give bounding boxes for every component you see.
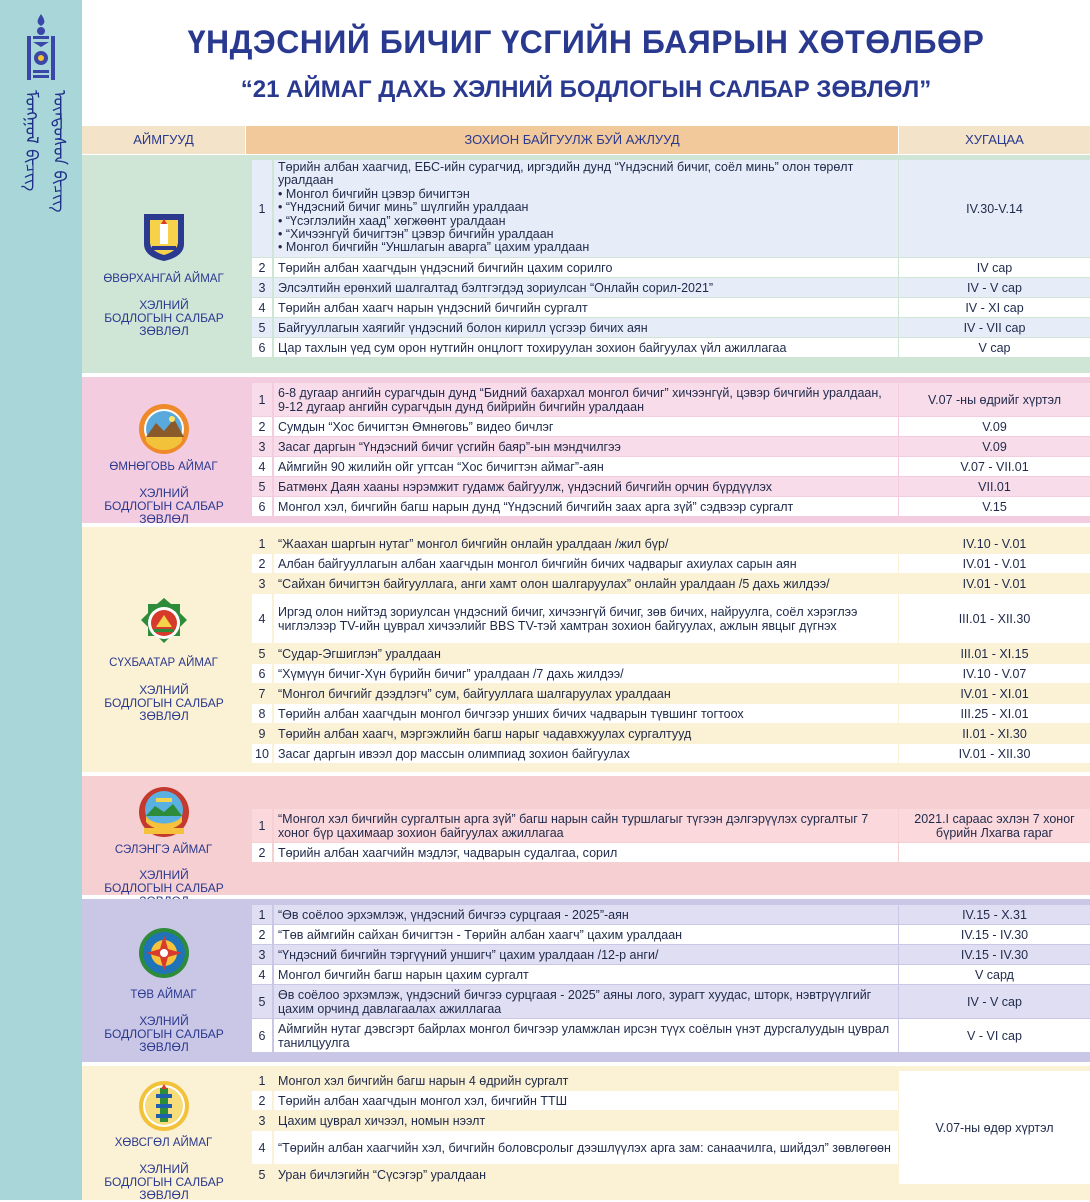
council-label: ХЭЛНИЙ БОДЛОГЫН САЛБАР ЗӨВЛӨЛ	[104, 486, 224, 526]
period-cell: IV - VII сар	[899, 318, 1090, 337]
period-cell: IV - V сар	[899, 985, 1090, 1018]
activity-text: Байгууллагын хаягийг үндэсний болон кирилл үсгээр бичих аян	[274, 318, 898, 337]
row-number: 1	[252, 534, 272, 553]
table-row	[246, 534, 1090, 553]
period-cell: V сар	[899, 338, 1090, 357]
table-row	[246, 318, 1090, 337]
aimag-name: ХӨВСГӨЛ АЙМАГ	[114, 1137, 213, 1149]
row-number: 6	[252, 497, 272, 516]
aimag-name: ӨМНӨГОВЬ АЙМАГ	[109, 461, 218, 473]
row-number: 2	[252, 554, 272, 573]
period-cell: IV.01 - V.01	[899, 574, 1090, 593]
row-number: 5	[252, 318, 272, 337]
row-number: 5	[252, 985, 272, 1018]
activity-text: Сумдын “Хос бичигтэн Өмнөговь” видео бичлэг	[274, 417, 898, 436]
table-row	[246, 1019, 1090, 1052]
period-cell: IV - XI сар	[899, 298, 1090, 317]
row-number: 4	[252, 1131, 272, 1164]
period-cell: II.01 - XI.30	[899, 724, 1090, 743]
row-number: 2	[252, 843, 272, 862]
aimag-section	[82, 776, 1090, 895]
period-cell: V.07 - VII.01	[899, 457, 1090, 476]
row-number: 9	[252, 724, 272, 743]
row-number: 4	[252, 965, 272, 984]
period-cell: III.01 - XII.30	[899, 594, 1090, 643]
activity-text: Монгол хэл бичгийн багш нарын 4 өдрийн сургалт	[274, 1071, 898, 1090]
council-label: ХЭЛНИЙ БОДЛОГЫН САЛБАР ЗӨВЛӨЛ	[104, 298, 224, 338]
aimag-emblem-icon	[138, 597, 190, 649]
aimag-section	[82, 1066, 1090, 1200]
period-cell: IV.15 - IV.30	[899, 925, 1090, 944]
table-row	[246, 160, 1090, 257]
activity-text: “Төв аймгийн сайхан бичигтэн - Төрийн албан хаагч” цахим уралдаан	[274, 925, 898, 944]
mongolian-script-line: ᠦᠨᠳᠦᠰᠦᠨ ᠪᠢᠴᠢᠭ	[49, 90, 69, 213]
aimag-name: СҮХБААТАР АЙМАГ	[109, 657, 218, 669]
table-row	[246, 925, 1090, 944]
council-label: ХЭЛНИЙ БОДЛОГЫН САЛБАР ЗӨВЛӨЛ	[104, 1162, 224, 1202]
table-row	[246, 258, 1090, 277]
column-header-aimag: АЙМГУУД	[82, 126, 245, 154]
period-cell: III.25 - XI.01	[899, 704, 1090, 723]
row-number: 1	[252, 383, 272, 416]
aimag-cell	[82, 776, 245, 895]
activity-text: Цахим цуврал хичээл, номын нээлт	[274, 1111, 898, 1130]
aimag-name: ӨВӨРХАНГАЙ АЙМАГ	[103, 273, 224, 285]
row-number: 1	[252, 1071, 272, 1090]
aimag-section	[82, 377, 1090, 526]
period-cell: IV.15 - IV.30	[899, 945, 1090, 964]
aimag-emblem-icon	[138, 1080, 190, 1132]
table-row	[246, 985, 1090, 1018]
period-cell	[899, 843, 1090, 862]
page-title: ҮНДЭСНИЙ БИЧИГ ҮСГИЙН БАЯРЫН ХӨТӨЛБӨР	[187, 24, 985, 60]
council-label: ХЭЛНИЙ БОДЛОГЫН САЛБАР ЗӨВЛӨЛ	[104, 683, 224, 723]
period-cell: IV - V сар	[899, 278, 1090, 297]
table-row	[246, 704, 1090, 723]
activity-text: Уран бичлэгийн “Сүсэгэр” уралдаан	[274, 1165, 898, 1184]
activity-text: “Үндэсний бичгийн тэргүүний уншигч” цахим уралдаан /12-р анги/	[274, 945, 898, 964]
period-cell: V.07 -ны өдрийг хүртэл	[899, 383, 1090, 416]
table-row	[246, 945, 1090, 964]
period-cell: V.09	[899, 437, 1090, 456]
table-row	[246, 278, 1090, 297]
council-label: ХЭЛНИЙ БОДЛОГЫН САЛБАР	[104, 868, 224, 895]
column-header-activities: ЗОХИОН БАЙГУУЛЖ БУЙ АЖЛУУД	[246, 126, 898, 154]
period-cell: IV.01 - XI.01	[899, 684, 1090, 703]
activity-text: Аймгийн нутаг дэвсгэрт байрлах монгол бичгээр уламжлан ирсэн түүх соёлын үнэт дурсгалуудын цуврал танилцуулга	[274, 1019, 898, 1052]
merged-period-row	[246, 1071, 1090, 1184]
mongolian-script-line: ᠮᠣᠩᠭᠣᠯ ᠪᠢᠴᠢᠭ	[21, 90, 41, 192]
aimag-section	[82, 527, 1090, 772]
period-cell: IV.01 - XII.30	[899, 744, 1090, 763]
row-number: 2	[252, 417, 272, 436]
period-cell: IV сар	[899, 258, 1090, 277]
activity-text: 6-8 дугаар ангийн сурагчдын дунд “Бидний бахархал монгол бичиг” хичээнгүй, цэвэр бичгийн уралдаан, 9-12 дугаар ангийн сурагчдын дунд бийрийн бичгийн уралдаан	[274, 383, 898, 416]
activity-text: “Өв соёлоо эрхэмлэж, үндэсний бичгээ сурцгаая - 2025”-аян	[274, 905, 898, 924]
row-number: 3	[252, 1111, 272, 1130]
table-row	[246, 298, 1090, 317]
period-cell: V.15	[899, 497, 1090, 516]
page-subtitle: “21 АЙМАГ ДАХЬ ХЭЛНИЙ БОДЛОГЫН САЛБАР ЗӨВЛӨЛ”	[240, 76, 932, 103]
row-number: 6	[252, 664, 272, 683]
row-number: 5	[252, 644, 272, 663]
activity-text: “Жаахан шаргын нутаг” монгол бичгийн онлайн уралдаан /жил бүр/	[274, 534, 898, 553]
aimag-emblem-icon	[138, 927, 190, 979]
period-cell: III.01 - XI.15	[899, 644, 1090, 663]
row-number: 1	[252, 809, 272, 842]
activity-text: “Хүмүүн бичиг-Хүн бүрийн бичиг” уралдаан /7 дахь жилдээ/	[274, 664, 898, 683]
table-row	[246, 554, 1090, 573]
column-header-period: ХУГАЦАА	[899, 126, 1090, 154]
council-label: ХЭЛНИЙ БОДЛОГЫН САЛБАР ЗӨВЛӨЛ	[104, 1014, 224, 1054]
table-row	[246, 965, 1090, 984]
table-row	[246, 594, 1090, 643]
aimag-emblem-icon	[138, 786, 190, 838]
activity-text: Засаг даргын “Үндэсний бичиг үсгийн баяр”-ын мэндчилгээ	[274, 437, 898, 456]
row-number: 3	[252, 278, 272, 297]
table-row	[246, 664, 1090, 683]
row-number: 1	[252, 905, 272, 924]
activity-text: Төрийн албан хаагч, мэргэжлийн багш нарыг чадавхжуулах сургалтууд	[274, 724, 898, 743]
row-number: 1	[252, 160, 272, 257]
table-row	[246, 497, 1090, 516]
activity-text: “Судар-Эгшиглэн” уралдаан	[274, 644, 898, 663]
row-number: 10	[252, 744, 272, 763]
period-cell: V сард	[899, 965, 1090, 984]
activity-text: “Монгол хэл бичгийн сургалтын арга зүй” багш нарын сайн туршлагыг түгээн дэлгэрүүлэх сургалтыг 7 хоног бүр цахимаар зохион байгуулах ажиллагаа	[274, 809, 898, 842]
aimag-cell	[82, 899, 245, 1062]
activity-text: Монгол хэл, бичгийн багш нарын дунд “Үндэсний бичгийн заах арга зүй” сэдвээр сургалт	[274, 497, 898, 516]
activity-text: Төрийн албан хаагчдын үндэсний бичгийн цахим сорилго	[274, 258, 898, 277]
row-number: 4	[252, 594, 272, 643]
table-row	[246, 574, 1090, 593]
aimag-cell	[82, 1066, 245, 1200]
row-number: 4	[252, 457, 272, 476]
row-number: 5	[252, 1165, 272, 1184]
table-row	[246, 338, 1090, 357]
period-cell: V.09	[899, 417, 1090, 436]
table-row	[246, 744, 1090, 763]
table-row	[246, 724, 1090, 743]
row-number: 3	[252, 437, 272, 456]
row-number: 3	[252, 574, 272, 593]
table-row	[246, 457, 1090, 476]
period-cell: VII.01	[899, 477, 1090, 496]
aimag-section	[82, 155, 1090, 373]
period-cell: IV.10 - V.07	[899, 664, 1090, 683]
aimag-cell	[82, 527, 245, 772]
activity-text: Иргэд олон нийтэд зориулсан үндэсний бичиг, хичээнгүй бичиг, зөв бичих, найруулга, соёл хэрэглээ чиглэлээр TV-ийн цуврал хичээлийг BBS TV-тэй хамтран зохион байгуулах, ажлын явцыг дүгнэх	[274, 594, 898, 643]
activity-text: Албан байгууллагын албан хаагчдын монгол бичгийн бичих чадварыг ахиулах сарын аян	[274, 554, 898, 573]
table-row	[246, 417, 1090, 436]
period-cell: IV.10 - V.01	[899, 534, 1090, 553]
period-cell: IV.30-V.14	[899, 160, 1090, 257]
row-number: 8	[252, 704, 272, 723]
row-number: 2	[252, 925, 272, 944]
activity-text: Төрийн албан хаагчдын монгол хэл, бичгийн ТТШ	[274, 1091, 898, 1110]
activity-text: “Төрийн албан хаагчийн хэл, бичгийн боловсролыг дээшлүүлэх арга зам: санаачилга, шийдэл” зөвлөгөөн	[274, 1131, 898, 1164]
row-number: 2	[252, 258, 272, 277]
table-row	[246, 477, 1090, 496]
row-number: 3	[252, 945, 272, 964]
activity-text: Батмөнх Даян хааны нэрэмжит гудамж байгуулж, үндэсний бичгийн орчин бүрдүүлэх	[274, 477, 898, 496]
row-number: 6	[252, 338, 272, 357]
row-number: 7	[252, 684, 272, 703]
period-cell: V.07-ны өдөр хүртэл	[899, 1071, 1090, 1184]
table-row	[246, 437, 1090, 456]
row-number: 4	[252, 298, 272, 317]
activity-text: “Сайхан бичигтэн байгууллага, анги хамт олон шалгаруулах” онлайн уралдаан /5 дахь жилдээ/	[274, 574, 898, 593]
soyombo-icon	[20, 12, 62, 82]
table-row	[246, 905, 1090, 924]
activity-text: Төрийн албан хаагчийн мэдлэг, чадварын судалгаа, сорил	[274, 843, 898, 862]
period-cell: IV.15 - X.31	[899, 905, 1090, 924]
aimag-name: СЭЛЭНГЭ АЙМАГ	[114, 844, 213, 856]
period-cell: 2021.I сараас эхлэн 7 хоног бүрийн Лхагва гараг	[899, 809, 1090, 842]
activity-text: Өв соёлоо эрхэмлэж, үндэсний бичгээ сурцгаая - 2025” аяны лого, зурагт хуудас, шторк, нэвтрүүлгийг цахим орчинд давлагаалах ажиллагаа	[274, 985, 898, 1018]
aimag-cell	[82, 377, 245, 526]
activity-text: Аймгийн 90 жилийн ойг угтсан “Хос бичигтэн аймаг”-аян	[274, 457, 898, 476]
aimag-emblem-icon	[138, 210, 190, 262]
row-number: 5	[252, 477, 272, 496]
row-number: 2	[252, 1091, 272, 1110]
activity-text: Цар тахлын үед сум орон нутгийн онцлогт тохируулан зохион байгуулах үйл ажиллагаа	[274, 338, 898, 357]
activity-text: Төрийн албан хаагчдын монгол бичгээр унших бичих чадварын түвшинг тогтоох	[274, 704, 898, 723]
activity-text: Төрийн албан хаагчид, ЕБС-ийн сурагчид, иргэдийн дунд “Үндэсний бичиг, соёл минь” олон төрөлт уралдаан • Монгол бичгийн цэвэр бичигтэн • “Үндэсний бичиг минь” шүлгийн уралдаан • “Үсэглэлийн хаад” хөгжөөнт уралдаан • “Хичээнгүй бичигтэн” цэвэр бичгийн уралдаан • Монгол бичгийн “Уншлагын аварга” цахим уралдаан	[274, 160, 898, 257]
activity-text: Монгол бичгийн багш нарын цахим сургалт	[274, 965, 898, 984]
table-row	[246, 809, 1090, 842]
table-row	[246, 644, 1090, 663]
row-number: 6	[252, 1019, 272, 1052]
activity-text: Элсэлтийн ерөнхий шалгалтад бэлтгэгдэд зориулсан “Онлайн сорил-2021”	[274, 278, 898, 297]
table-row	[246, 383, 1090, 416]
aimag-section	[82, 899, 1090, 1062]
aimag-emblem-icon	[138, 403, 190, 455]
table-row	[246, 843, 1090, 862]
activity-text: Төрийн албан хаагч нарын үндэсний бичгийн сургалт	[274, 298, 898, 317]
aimag-name: ТӨВ АЙМАГ	[130, 989, 197, 1001]
activity-text: “Монгол бичгийг дээдлэгч” сум, байгууллага шалгаруулах уралдаан	[274, 684, 898, 703]
period-cell: V - VI сар	[899, 1019, 1090, 1052]
left-sidebar	[0, 0, 82, 1200]
period-cell: IV.01 - V.01	[899, 554, 1090, 573]
table-row	[246, 684, 1090, 703]
activity-text: Засаг даргын ивээл дор массын олимпиад зохион байгуулах	[274, 744, 898, 763]
aimag-cell	[82, 155, 245, 373]
